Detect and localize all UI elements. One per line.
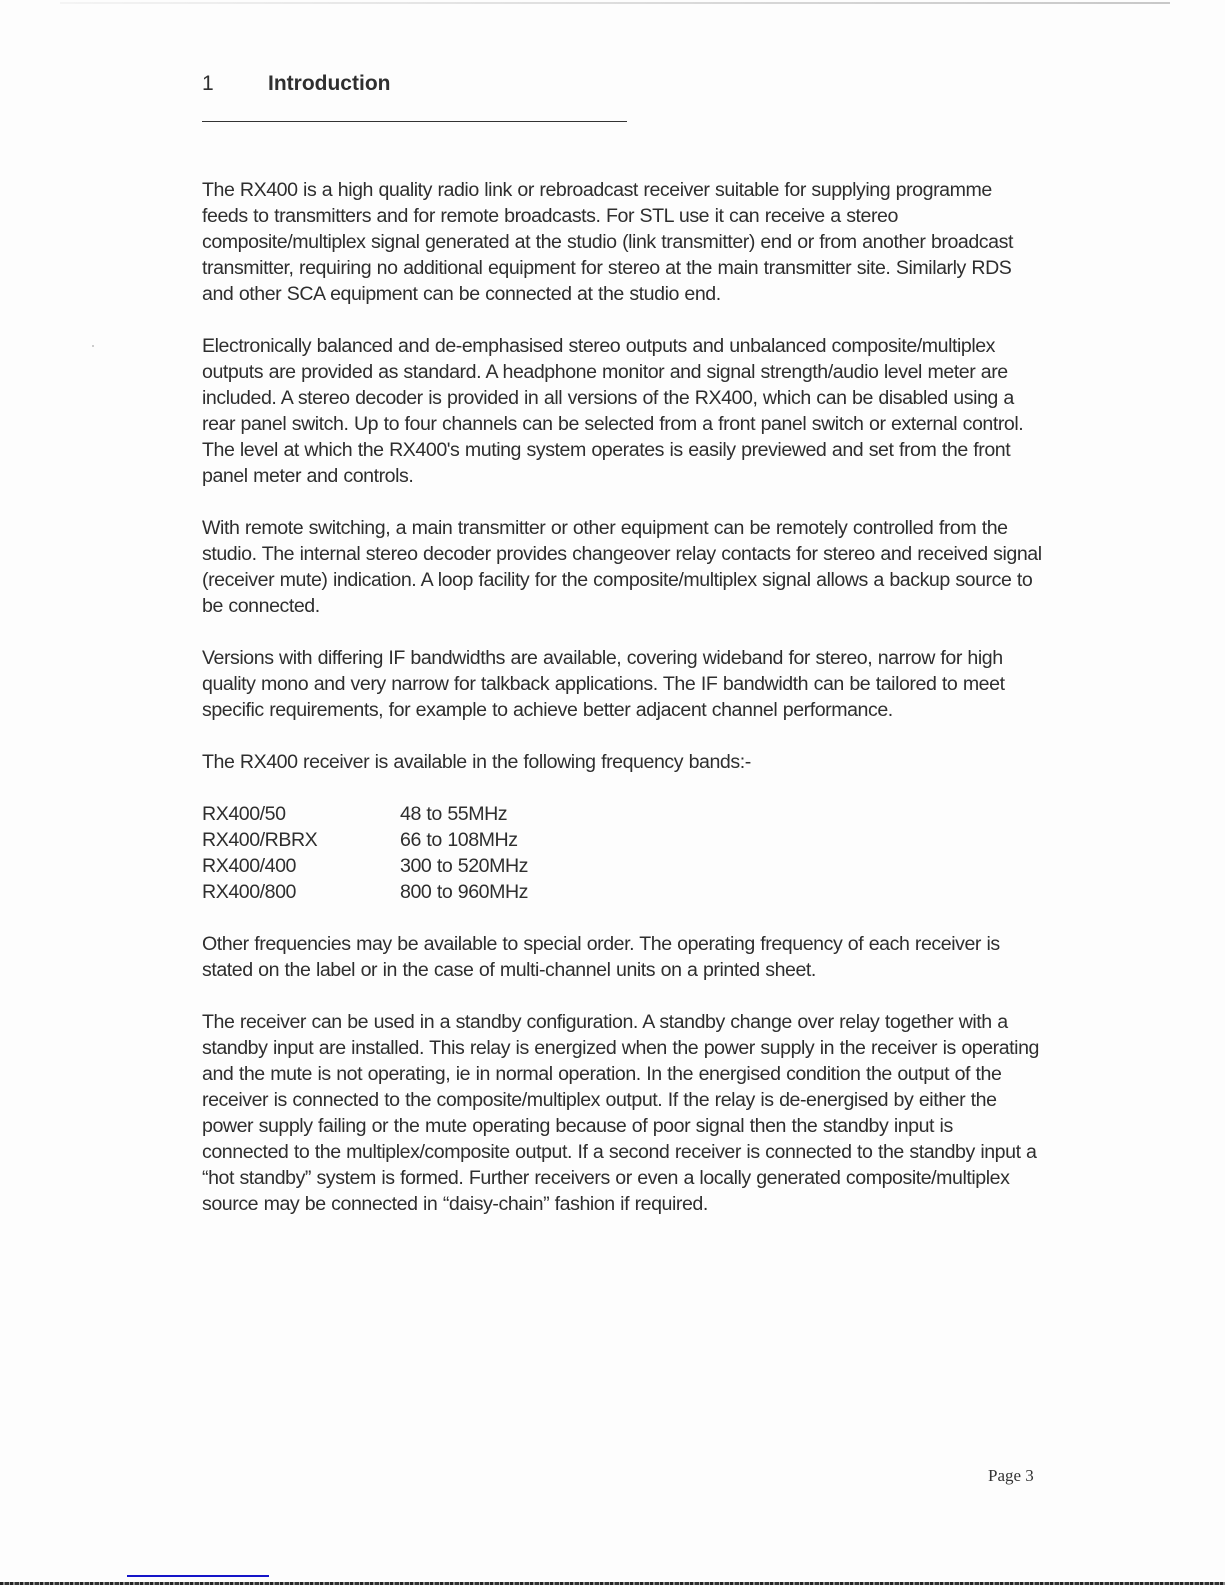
document-body (202, 177, 1042, 1243)
band-range: 48 to 55MHz (400, 803, 508, 825)
frequency-band-list (202, 801, 1042, 905)
paragraph-if-bandwidths: Versions with differing IF bandwidths are available, covering wideband for stereo, narrow for high quality mono and very narrow for talkback applications. The IF bandwidth can be tailored to meet specific requirements, for example to achieve better adjacent channel performance. (202, 647, 1005, 721)
page-number: Page 3 (988, 1466, 1034, 1485)
heading-underline (202, 121, 627, 122)
section-title: Introduction (268, 72, 391, 95)
band-model: RX400/50 (202, 803, 286, 825)
band-row (202, 853, 1042, 879)
paragraph-overview: The RX400 is a high quality radio link or rebroadcast receiver suitable for supplying programme feeds to transmitters and for remote broadcasts. For STL use it can receive a stereo composite/multiplex signal generated at the studio (link transmitter) end or from another broadcast transmitter, requiring no additional equipment for stereo at the main transmitter site. Similarly RDS and other SCA equipment can be connected at the studio end. (202, 179, 1013, 305)
paragraph-standby-configuration: The receiver can be used in a standby configuration. A standby change over relay together with a standby input are installed. This relay is energized when the power supply in the receiver is operating and the mute is not operating, ie in normal operation. In the energised condition the output of the receiver is connected to the composite/multiplex output. If the relay is de-energised by either the power supply failing or the mute operating because of poor signal then the standby input is connected to the multiplex/composite output. If a second receiver is connected to the standby input a “hot standby” system is formed. Further receivers or even a locally generated composite/multiplex source may be connected in “daisy-chain” fashion if required. (202, 1011, 1039, 1215)
paragraph-remote-switching: With remote switching, a main transmitter or other equipment can be remotely controlled from the studio. The internal stereo decoder provides changeover relay contacts for stereo and received signal (receiver mute) indication. A loop facility for the composite/multiplex signal allows a backup source to be connected. (202, 517, 1042, 617)
band-row (202, 879, 1042, 905)
band-model: RX400/400 (202, 855, 296, 877)
paragraph-other-frequencies: Other frequencies may be available to special order. The operating frequency of each receiver is stated on the label or in the case of multi-channel units on a printed sheet. (202, 933, 1000, 981)
band-row (202, 827, 1042, 853)
band-range: 300 to 520MHz (400, 855, 529, 877)
scan-top-edge (60, 2, 1170, 4)
scan-blue-mark (127, 1575, 269, 1577)
band-row (202, 801, 1042, 827)
paragraph-outputs: Electronically balanced and de-emphasised stereo outputs and unbalanced composite/multiplex outputs are provided as standard. A headphone monitor and signal strength/audio level meter are included. A stereo decoder is provided in all versions of the RX400, which can be disabled using a rear panel switch. Up to four channels can be selected from a front panel switch or external control. The level at which the RX400's muting system operates is easily previewed and set from the front panel meter and controls. (202, 335, 1024, 487)
band-range: 800 to 960MHz (400, 881, 529, 903)
section-number: 1 (202, 72, 214, 95)
band-model: RX400/800 (202, 881, 296, 903)
band-range: 66 to 108MHz (400, 829, 518, 851)
paragraph-bands-intro: The RX400 receiver is available in the following frequency bands:- (202, 751, 751, 773)
section-heading (202, 72, 390, 96)
scan-speck (92, 345, 94, 347)
band-model: RX400/RBRX (202, 829, 318, 851)
